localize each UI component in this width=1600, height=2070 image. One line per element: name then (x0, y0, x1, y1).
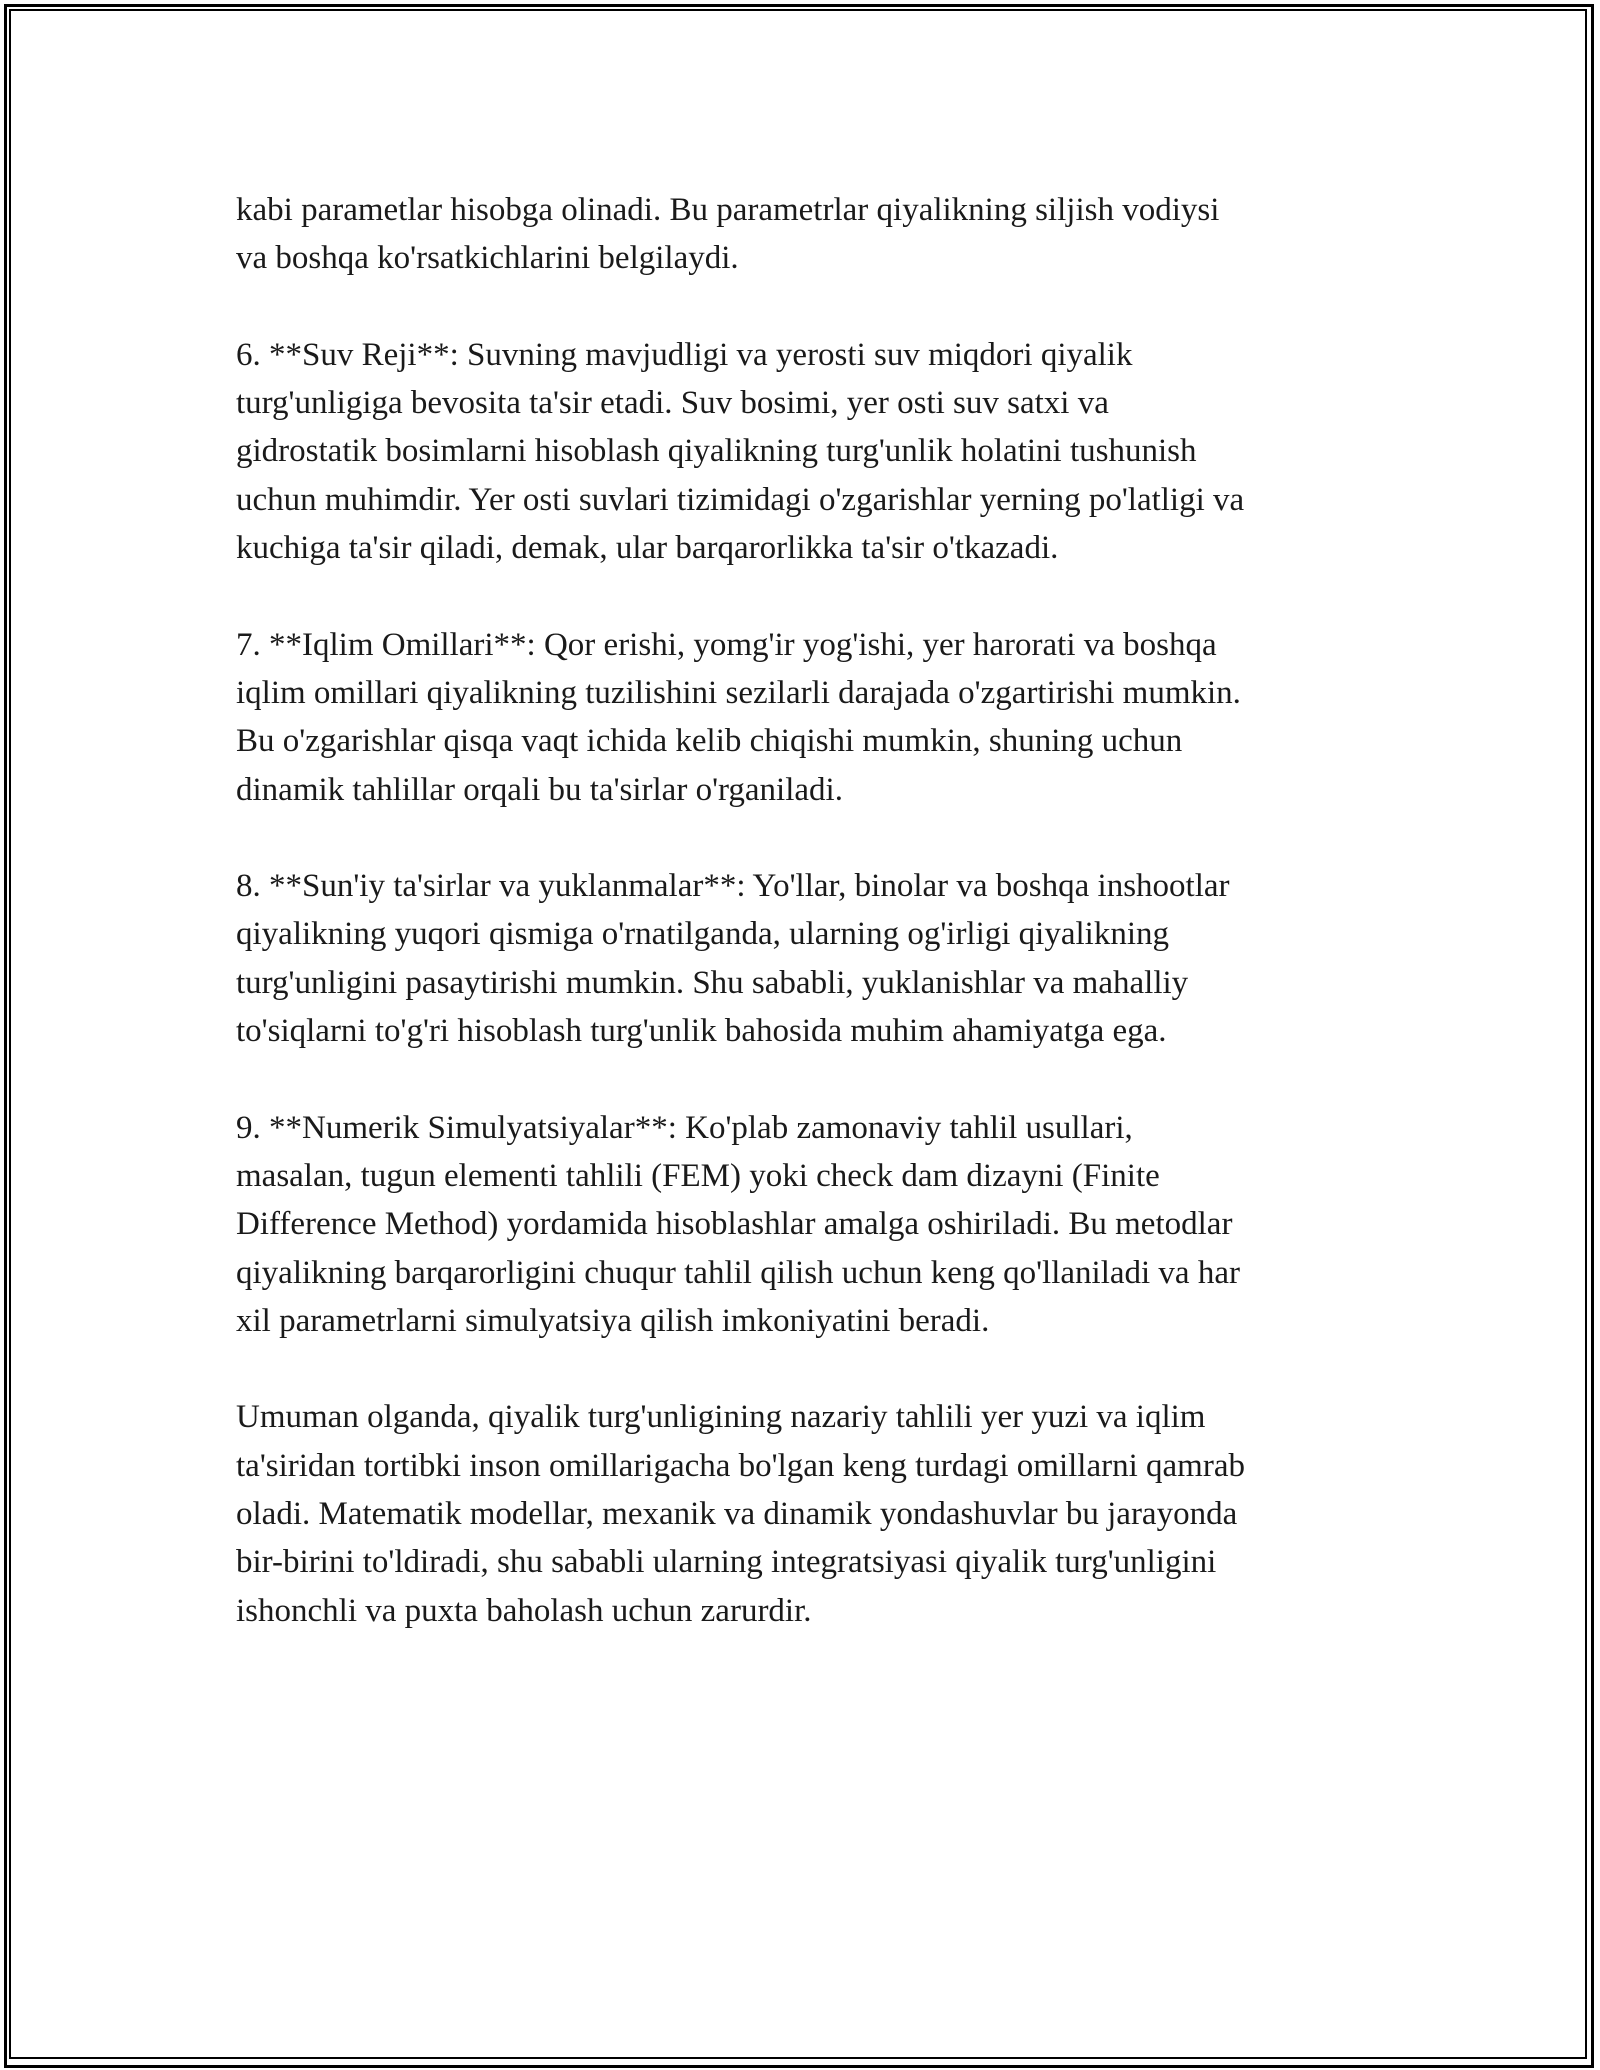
paragraph-item-9-numerical-simulations: 9. **Numerik Simulyatsiyalar**: Ko'plab zamonaviy tahlil usullari, masalan, tugun elementi tahlili (FEM) yoki check dam dizayni (Finite Difference Method) yordamida hisoblashlar amalga oshiriladi. Bu metodlar qiyalikning barqarorligini chuqur tahlil qilish uchun keng qo'llaniladi va har xil parametrlarni simulyatsiya qilish imkoniyatini beradi. (236, 1109, 1240, 1339)
document-body (236, 186, 1376, 1683)
paragraph-item-7-climate-factors: 7. **Iqlim Omillari**: Qor erishi, yomg'ir yog'ishi, yer harorati va boshqa iqlim omillari qiyalikning tuzilishini sezilarli darajada o'zgartirishi mumkin. Bu o'zgarishlar qisqa vaqt ichida kelib chiqishi mumkin, shuning uchun dinamik tahlillar orqali bu ta'sirlar o'rganiladi. (236, 626, 1241, 808)
paragraph-item-8-artificial-loads: 8. **Sun'iy ta'sirlar va yuklanmalar**: Yo'llar, binolar va boshqa inshootlar qiyalikning yuqori qismiga o'rnatilganda, ularning og'irligi qiyalikning turg'unligini pasaytirishi mumkin. Shu sababli, yuklanishlar va mahalliy to'siqlarni to'g'ri hisoblash turg'unlik bahosida muhim ahamiyatga ega. (236, 868, 1230, 1050)
paragraph-conclusion: Umuman olganda, qiyalik turg'unligining nazariy tahlili yer yuzi va iqlim ta'siridan tortibki inson omillarigacha bo'lgan keng turdagi omillarni qamrab oladi. Matematik modellar, mexanik va dinamik yondashuvlar bu jarayonda bir-birini to'ldiradi, shu sababli ularning integratsiyasi qiyalik turg'unligini ishonchli va puxta baholash uchun zarurdir. (236, 1399, 1245, 1629)
paragraph-intro-continuation: kabi parametlar hisobga olinadi. Bu parametrlar qiyalikning siljish vodiysi va boshqa ko'rsatkichlarini belgilaydi. (236, 192, 1220, 277)
paragraph-item-6-water-regime: 6. **Suv Reji**: Suvning mavjudligi va yerosti suv miqdori qiyalik turg'unligiga bevosita ta'sir etadi. Suv bosimi, yer osti suv satxi va gidrostatik bosimlarni hisoblash qiyalikning turg'unlik holatini tushunish uchun muhimdir. Yer osti suvlari tizimidagi o'zgarishlar yerning po'latligi va kuchiga ta'sir qiladi, demak, ular barqarorlikka ta'sir o'tkazadi. (236, 336, 1245, 567)
